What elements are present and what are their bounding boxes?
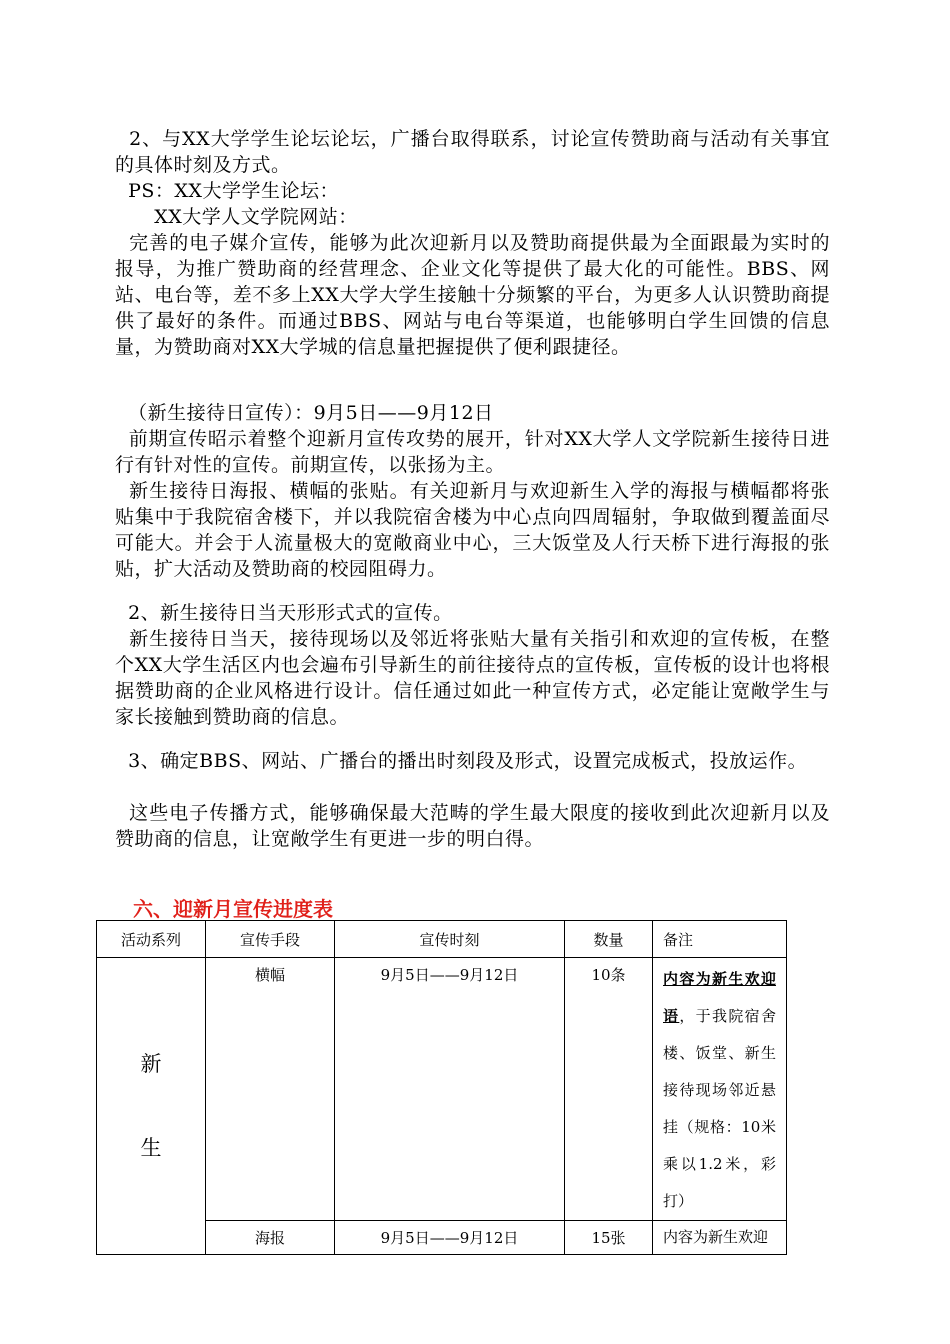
paragraph-electronic-spread: 这些电子传播方式，能够确保最大范畴的学生最大限度的接收到此次迎新月以及赞助商的信息，让宽敞学生有更进一步的明白得。 <box>115 802 830 850</box>
series-char: 新 <box>140 1052 162 1076</box>
paragraph-bbs-broadcast: 3、确定BBS、网站、广播台的播出时刻段及形式，设置完成板式，投放运作。 <box>115 750 808 772</box>
paragraph-reception-day-promo: 2、新生接待日当天形形式式的宣传。 <box>115 602 453 624</box>
paragraph-posters-banners: 新生接待日海报、横幅的张贴。有关迎新月与欢迎新生入学的海报与横幅都将张贴集中于我院宿舍楼下，并以我院宿舍楼为中心点向四周辐射，争取做到覆盖面尽可能大。并会于人流量极大的宽敞商业中心，三大饭堂及人行天桥下进行海报的张贴，扩大活动及赞助商的校园阻碍力。 <box>115 480 830 580</box>
note-text: ，于我院宿舍楼、饭堂、新生接待现场邻近悬挂（规格：10米乘以1.2米，彩打） <box>663 1007 776 1210</box>
header-qty: 数量 <box>565 921 653 958</box>
means-cell: 海报 <box>206 1221 335 1255</box>
paragraph-contact-forum: 2、与XX大学学生论坛论坛，广播台取得联系，讨论宣传赞助商与活动有关事宜的具体时刻及方式。 <box>115 128 830 176</box>
paragraph-college-website: XX大学人文学院网站： <box>115 206 358 228</box>
time-cell: 9月5日——9月12日 <box>335 958 565 1221</box>
paragraph-early-promotion: 前期宣传昭示着整个迎新月宣传攻势的展开，针对XX大学人文学院新生接待日进行有针对性的宣传。前期宣传，以张扬为主。 <box>115 428 830 476</box>
paragraph-display-boards: 新生接待日当天，接待现场以及邻近将张贴大量有关指引和欢迎的宣传板，在整个XX大学生活区内也会遍布引导新生的前往接待点的宣传板，宣传板的设计也将根据赞助商的企业风格进行设计。信任通过如此一种宣传方式，必定能让宽敞学生与家长接触到赞助商的信息。 <box>115 628 830 728</box>
paragraph-electronic-media: 完善的电子媒介宣传，能够为此次迎新月以及赞助商提供最为全面跟最为实时的报导，为推广赞助商的经营理念、企业文化等提供了最大化的可能性。BBS、网站、电台等，差不多上XX大学大学生接触十分频繁的平台，为更多人认识赞助商提供了最好的条件。而通过BBS、网站与电台等渠道，也能够明白学生回馈的信息量，为赞助商对XX大学城的信息量把握提供了便利跟捷径。 <box>115 232 830 358</box>
time-cell: 9月5日——9月12日 <box>335 1221 565 1255</box>
header-means: 宣传手段 <box>206 921 335 958</box>
means-cell: 横幅 <box>206 958 335 1221</box>
table-header-row <box>97 921 787 958</box>
paragraph-ps-forum: PS：XX大学学生论坛： <box>115 180 339 202</box>
note-cell <box>653 958 787 1221</box>
header-series: 活动系列 <box>97 921 206 958</box>
series-char: 生 <box>140 1136 162 1160</box>
note-bold-text: 内容为新生欢迎语 <box>663 970 776 1025</box>
paragraph-reception-day-title: （新生接待日宣传）：9月5日——9月12日 <box>115 402 494 424</box>
qty-cell: 15张 <box>565 1221 653 1255</box>
schedule-table <box>96 920 787 1255</box>
table-row <box>97 958 787 1221</box>
section-heading: 六、迎新月宣传进度表 <box>133 897 333 921</box>
header-note: 备注 <box>653 921 787 958</box>
series-cell <box>97 958 206 1255</box>
qty-cell: 10条 <box>565 958 653 1221</box>
note-text: 内容为新生欢迎 <box>663 1228 769 1246</box>
note-cell <box>653 1221 787 1255</box>
header-time: 宣传时刻 <box>335 921 565 958</box>
